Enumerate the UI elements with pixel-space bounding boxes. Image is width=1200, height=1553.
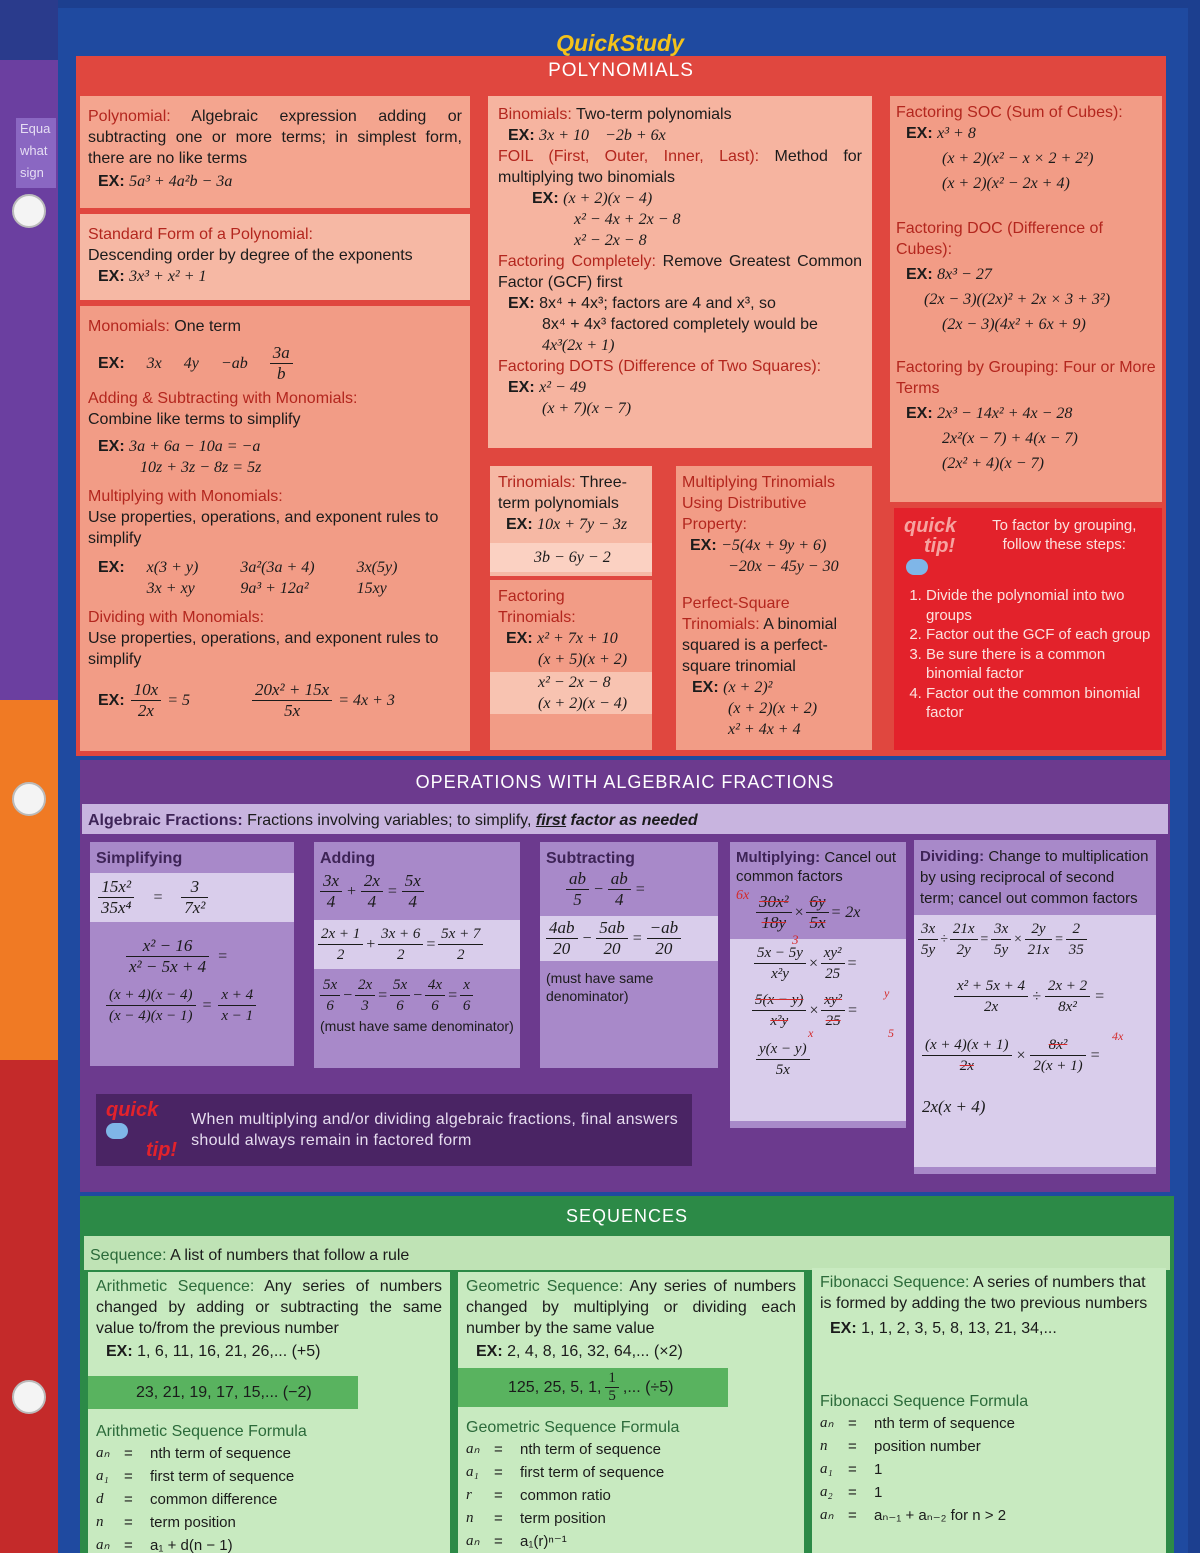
sequence-def: A list of numbers that follow a rule — [170, 1247, 410, 1264]
fraction: $\frac{2x}{4}$ — [361, 871, 383, 912]
formula-variable-row — [96, 1442, 442, 1465]
fraction: $\frac{2x + 1}{2}$ — [318, 924, 363, 965]
factoring-completely-line-2: 8x⁴ + 4x³ factored completely would be — [542, 316, 818, 333]
monomials-def: One term — [174, 318, 241, 335]
fraction: $\frac{5x}{6}$ — [320, 975, 340, 1016]
binder-strip-orange — [0, 700, 58, 1060]
factoring-trinomials-card — [490, 580, 652, 750]
perfect-square-line-1: (x + 2)² — [723, 679, 773, 696]
formula-variable-row — [96, 1511, 442, 1534]
variable-meaning: term position — [150, 1514, 236, 1531]
monomials-term: Monomials: — [88, 318, 170, 335]
variable-symbol: aₙ — [96, 1445, 110, 1461]
fraction: $\frac{\text{xy²}}{25}$ — [821, 990, 845, 1031]
variable-symbol: r — [466, 1487, 472, 1503]
variable-meaning: nth term of sequence — [874, 1415, 1015, 1432]
variable-symbol: a₁ — [820, 1461, 833, 1477]
geometric-variables — [466, 1438, 796, 1553]
geometric-formula-title: Geometric Sequence Formula — [466, 1419, 680, 1436]
adding-example-1: 3a + 6a − 10a = −a — [129, 438, 261, 455]
soc-line-3: (x + 2)(x² − 2x + 4) — [942, 175, 1070, 192]
equals-sign: = — [848, 1507, 857, 1524]
dividing-def: Change to multiplication by using reciprocal of second term; cancel out common factors — [920, 848, 1149, 907]
quick-tip-fractions — [96, 1094, 692, 1166]
tip-step: 3. Be sure there is a common binomial factor — [926, 645, 1152, 684]
divide-result-1: = 5 — [167, 692, 191, 709]
fraction: $\frac{5ab}{20}$ — [596, 918, 628, 959]
arithmetic-def: Any series of numbers changed by adding or subtracting the same value to/from the previous number — [96, 1278, 442, 1337]
monomial-example-2: 4y — [183, 355, 199, 372]
formula-variable-row — [466, 1530, 796, 1553]
fraction: $\frac{2x}{3}$ — [355, 975, 375, 1016]
ex-label: EX: — [508, 295, 535, 312]
ex-label: EX: — [106, 1343, 133, 1360]
standard-form-def: Descending order by degree of the exponents — [88, 247, 413, 264]
variable-meaning: a₁(r)ⁿ⁻¹ — [520, 1533, 567, 1550]
formula-variable-row — [820, 1504, 1158, 1527]
arithmetic-term: Arithmetic Sequence: — [96, 1278, 255, 1295]
foil-def: Method for multiplying two binomials — [498, 148, 862, 186]
multiply-example-2a: 3a²(3a + 4) — [240, 559, 315, 576]
fraction: $\frac{\text{xy²}}{25}$ — [821, 943, 845, 984]
monomial-example-3: −ab — [220, 355, 248, 372]
quick-tip-grouping — [894, 508, 1162, 750]
fraction: $\frac{ab}{4}$ — [608, 869, 631, 910]
polynomial-def: Algebraic expression adding or subtracting one or more terms; in simplest form, there are no like terms — [88, 108, 463, 167]
variable-meaning: position number — [874, 1438, 981, 1455]
dividing-result: 2x(x + 4) — [922, 1097, 986, 1116]
variable-symbol: aₙ — [96, 1537, 110, 1553]
same-denominator-note: (must have same denominator) — [546, 970, 654, 1004]
ex-label: EX: — [906, 405, 933, 422]
multiplying-term: Multiplying: — [736, 849, 821, 866]
divide-fraction-1: $\frac{10x}{2x}$ — [131, 680, 162, 721]
sequences-header: SEQUENCES — [565, 1206, 689, 1226]
speech-bubble-icon — [106, 1123, 128, 1139]
polynomial-card — [80, 96, 470, 208]
variable-symbol: n — [96, 1514, 104, 1530]
fraction: $\frac{5x - 5y}{\text{x²y}}$ — [754, 943, 806, 984]
fraction: $\frac{y(x - y)}{5x}$ — [756, 1039, 810, 1080]
arithmetic-variables — [96, 1442, 442, 1553]
perfect-square-line-3: x² + 4x + 4 — [728, 721, 801, 738]
fraction: $\frac{(x + 4)(x + 1)}{2x}$ — [922, 1035, 1012, 1076]
ex-label: EX: — [98, 438, 125, 455]
factoring-cubes-card — [890, 96, 1162, 502]
grouping-line-3: (2x² + 4)(x − 7) — [942, 455, 1044, 472]
dividing-monomials-term: Dividing with Monomials: — [88, 609, 265, 626]
trinomials-card — [490, 466, 652, 576]
fraction: $\frac{4ab}{20}$ — [546, 918, 578, 959]
formula-variable-row — [466, 1507, 796, 1530]
fraction: $\frac{3x}{5y}$ — [918, 919, 938, 960]
standard-form-card — [80, 214, 470, 300]
variable-symbol: a₂ — [820, 1484, 833, 1500]
algebraic-fractions-intro — [82, 804, 1168, 834]
fraction: $\frac{4x}{6}$ — [425, 975, 445, 1016]
ex-label: EX: — [906, 125, 933, 142]
same-denominator-note: (must have same denominator) — [320, 1018, 514, 1034]
multiply-result: = 2x — [830, 903, 861, 921]
adding-card: Adding $\frac{3x}{4}$ + $\frac{2x}{4}$ = $\frac{5x}{4}$ $\frac{2x + 1}{2}$ + $\frac{3x + 6}{2}$ = $\frac{5x + 7}{2}$ $\frac{5x}{6}$ − $\frac{2x}{3}$ = $\frac{5x}{6}$ − $\frac{4x}{6}$ = $\frac{x}{6}$ (must have same denominator) — [314, 842, 520, 1068]
factoring-trinomials-line-3: x² − 2x − 8 — [490, 672, 652, 693]
formula-variable-row — [466, 1461, 796, 1484]
quick-tip-intro: To factor by grouping, follow these steps: — [992, 517, 1137, 553]
trinomials-term: Trinomials: — [498, 474, 576, 491]
binder-hole — [12, 1380, 46, 1414]
side-partial-text: Equa what sign — [16, 118, 56, 188]
grouping-line-1: 2x³ − 14x² + 4x − 28 — [937, 405, 1073, 422]
standard-form-example: 3x³ + x² + 1 — [129, 268, 207, 285]
tip-step: 1. Divide the polynomial into two groups — [926, 586, 1152, 625]
factoring-completely-def: Remove Greatest Common Factor (GCF) first — [498, 253, 862, 291]
tip-step: 2. Factor out the GCF of each group — [926, 625, 1152, 645]
fraction: $\frac{5x + 7}{2}$ — [438, 924, 483, 965]
fibonacci-variables — [820, 1412, 1158, 1527]
arithmetic-example-2: 23, 21, 19, 17, 15,... (−2) — [88, 1376, 358, 1409]
equals-sign: = — [124, 1468, 133, 1485]
equals-sign: = — [152, 888, 164, 906]
binder-strip-top — [0, 0, 58, 60]
adding-monomials-term: Adding & Subtracting with Monomials: — [88, 390, 358, 407]
arithmetic-card — [88, 1272, 450, 1553]
variable-meaning: nth term of sequence — [520, 1441, 661, 1458]
sequence-intro — [84, 1236, 1170, 1270]
fraction: $\frac{ab}{5}$ — [566, 869, 589, 910]
binomials-example: 3x + 10 −2b + 6x — [539, 127, 666, 144]
fraction: $\frac{2}{35}$ — [1066, 919, 1087, 960]
multiplying-card: Multiplying: Cancel out common factors 6x $\frac{\text{30x²}}{18y}$ × $\frac{6y}{5x}$ = 2x 3 $\frac{5x - 5y}{\text{x²y}}$ × $\frac{\text{xy²}}{25}$ = $\frac{5(x - y)}{\text{x²y}}$ × $\frac{\text{xy²}}{25}$ = y x 5 $\frac{y(x - y)}{5x}$ — [730, 842, 906, 1128]
ex-label: EX: — [906, 266, 933, 283]
fraction: $\frac{\text{30x²}}{18y}$ — [756, 892, 792, 933]
cancel-annotation: 6x — [736, 888, 750, 903]
algebraic-fractions-def: Fractions involving variables; to simplify, — [247, 812, 532, 829]
factoring-trinomials-line-1: x² + 7x + 10 — [537, 630, 618, 647]
quick-tip-badge: quick tip! — [106, 1099, 178, 1161]
binder-hole — [12, 194, 46, 228]
soc-term: Factoring SOC (Sum of Cubes): — [896, 104, 1123, 121]
equals-sign: = — [124, 1537, 133, 1553]
multiplying-def: Cancel out common factors — [736, 849, 897, 885]
factor-emphasis: factor as needed — [570, 812, 698, 829]
variable-meaning: 1 — [874, 1461, 883, 1478]
binder-hole — [12, 782, 46, 816]
ex-label: EX: — [98, 355, 125, 372]
variable-symbol: a₁ — [96, 1468, 109, 1484]
multiplying-monomials-def: Use properties, operations, and exponent rules to simplify — [88, 509, 439, 547]
multiply-example-1a: x(3 + y) — [146, 559, 199, 576]
ex-label: EX: — [506, 516, 533, 533]
variable-meaning: first term of sequence — [520, 1464, 665, 1481]
variable-meaning: common difference — [150, 1491, 278, 1508]
grouping-term: Factoring by Grouping: Four or More Terms — [896, 359, 1156, 397]
polynomial-example: 5a³ + 4a²b − 3a — [129, 173, 233, 190]
fraction: $\frac{21x}{2y}$ — [950, 919, 978, 960]
fraction: $\frac{5x}{6}$ — [390, 975, 410, 1016]
divide-fraction-2: $\frac{\text{20x² + 15x}}{5x}$ — [252, 680, 332, 721]
fraction: $\frac{\text{x² − 16}}{\text{x² − 5x + 4}}$ — [126, 936, 209, 977]
binomials-def: Two-term polynomials — [575, 106, 732, 123]
fraction: $\frac{6y}{5x}$ — [806, 892, 828, 933]
quick-tip-badge: quick tip! — [904, 516, 969, 576]
variable-meaning: first term of sequence — [150, 1468, 295, 1485]
fraction: $\frac{\text{8x²}}{2(x + 1)}$ — [1030, 1035, 1085, 1076]
fraction: $\frac{\text{x² + 5x + 4}}{2x}$ — [954, 976, 1028, 1017]
divide-result-2: = 4x + 3 — [338, 692, 395, 709]
ex-label: EX: — [690, 537, 717, 554]
equals-sign: = — [848, 1461, 857, 1478]
factoring-completely-line-3: 4x³(2x + 1) — [542, 337, 615, 354]
speech-bubble-icon — [906, 559, 928, 575]
fraction: $\frac{x}{6}$ — [460, 975, 474, 1016]
variable-symbol: aₙ — [820, 1507, 834, 1523]
binder-strip-red — [0, 1060, 58, 1553]
simplifying-card: Simplifying $\frac{\text{15x²}}{\text{35x⁴}}$ = $\frac{3}{\text{7x²}}$ $\frac{\text{x² − 16}}{\text{x² − 5x + 4}}$ = $\frac{(x + 4)(x - 4)}{(x - 4)(x - 1)}$ = $\frac{x + 4}{x - 1}$ — [90, 842, 294, 1066]
formula-variable-row — [96, 1465, 442, 1488]
fraction: $\frac{\text{15x²}}{\text{35x⁴}}$ — [98, 877, 134, 918]
ex-label: EX: — [506, 630, 533, 647]
trinomials-example-1: 10x + 7y − 3z — [537, 516, 628, 533]
foil-line-2: x² − 4x + 2x − 8 — [574, 211, 681, 228]
adding-monomials-def: Combine like terms to simplify — [88, 411, 301, 428]
fraction: $\frac{1}{5}$ — [605, 1370, 619, 1405]
dividing-monomials-def: Use properties, operations, and exponent rules to simplify — [88, 630, 439, 668]
variable-meaning: a₁ + d(n − 1) — [150, 1537, 233, 1553]
geometric-term: Geometric Sequence: — [466, 1278, 624, 1295]
monomials-card — [80, 306, 470, 751]
multiplying-trinomials-line-2: −20x − 45y − 30 — [728, 558, 839, 575]
foil-term: FOIL (First, Outer, Inner, Last): — [498, 148, 760, 165]
adding-example-2: 10z + 3z − 8z = 5z — [140, 459, 262, 476]
geometric-def: Any series of numbers changed by multiplying or dividing each number by the same value — [466, 1278, 796, 1337]
ex-label: EX: — [830, 1320, 857, 1337]
monomial-example-1: 3x — [146, 355, 162, 372]
fibonacci-formula-title: Fibonacci Sequence Formula — [820, 1393, 1029, 1410]
fibonacci-card — [812, 1268, 1166, 1553]
variable-symbol: d — [96, 1491, 104, 1507]
algebraic-fractions-term: Algebraic Fractions: — [88, 812, 243, 829]
equals-sign: = — [494, 1441, 503, 1458]
cancel-annotation: y — [884, 986, 890, 1000]
variable-meaning: nth term of sequence — [150, 1445, 291, 1462]
variable-symbol: n — [466, 1510, 474, 1526]
equals-sign: = — [124, 1491, 133, 1508]
tip-step: 4. Factor out the common binomial factor — [926, 684, 1152, 723]
quick-tip-text: When multiplying and/or dividing algebraic fractions, final answers should always remain in factored form — [191, 1111, 679, 1149]
formula-variable-row — [820, 1412, 1158, 1435]
ex-label: EX: — [532, 190, 559, 207]
fraction: $\frac{5(x - y)}{\text{x²y}}$ — [752, 990, 806, 1031]
fibonacci-example-1: 1, 1, 2, 3, 5, 8, 13, 21, 34,... — [861, 1320, 1057, 1337]
formula-variable-row — [820, 1481, 1158, 1504]
monomial-fraction-example: $\frac{3a}{b}$ — [270, 343, 293, 384]
equals-sign: = — [848, 1415, 857, 1432]
fraction: $\frac{2x + 2}{\text{8x²}}$ — [1045, 976, 1090, 1017]
doc-line-2: (2x − 3)((2x)² + 2x × 3 + 3²) — [924, 291, 1111, 308]
doc-line-3: (2x − 3)(4x² + 6x + 9) — [942, 316, 1086, 333]
cancel-annotation: x — [808, 1026, 814, 1040]
soc-line-2: (x + 2)(x² − x × 2 + 2²) — [942, 150, 1094, 167]
multiplying-trinomials-line-1: −5(4x + 9y + 6) — [721, 537, 827, 554]
binomials-card — [488, 96, 872, 448]
variable-meaning: aₙ₋₁ + aₙ₋₂ for n > 2 — [874, 1507, 1007, 1524]
fraction: $\frac{2y}{21x}$ — [1025, 919, 1053, 960]
dots-term: Factoring DOTS (Difference of Two Squares): — [498, 358, 822, 375]
perfect-square-line-2: (x + 2)(x + 2) — [728, 700, 818, 717]
arithmetic-example-1: 1, 6, 11, 16, 21, 26,... (+5) — [137, 1343, 321, 1360]
sequence-term: Sequence: — [90, 1247, 167, 1264]
ex-label: EX: — [692, 679, 719, 696]
variable-symbol: a₁ — [466, 1464, 479, 1480]
geometric-example-2: 125, 25, 5, 1, $\frac{1}{5}$ ,... (÷5) — [458, 1368, 728, 1407]
fibonacci-def: A series of numbers that is formed by adding the two previous numbers — [820, 1274, 1148, 1312]
factoring-completely-line-1: 8x⁴ + 4x³; factors are 4 and x³, so — [539, 295, 776, 312]
multiplying-trinomials-card — [676, 466, 872, 750]
cancel-annotation: 5 — [888, 1026, 894, 1040]
equals-sign: = — [494, 1533, 503, 1550]
brand-logo: QuickStudy — [556, 30, 684, 56]
multiplying-trinomials-term: Multiplying Trinomials Using Distributive Property: — [682, 474, 835, 533]
fraction: $\frac{3}{\text{7x²}}$ — [181, 877, 208, 918]
equals-sign: = — [494, 1510, 503, 1527]
ex-label: EX: — [508, 379, 535, 396]
multiply-example-1b: 3x + xy — [146, 580, 195, 597]
multiply-example-2b: 9a³ + 12a² — [240, 580, 309, 597]
fractions-header: OPERATIONS WITH ALGEBRAIC FRACTIONS — [415, 772, 835, 792]
grouping-line-2: 2x²(x − 7) + 4(x − 7) — [942, 430, 1078, 447]
ex-label: EX: — [98, 559, 125, 576]
trinomials-example-2: 3b − 6y − 2 — [490, 543, 652, 572]
multiplying-monomials-term: Multiplying with Monomials: — [88, 488, 283, 505]
equals-sign: = — [494, 1464, 503, 1481]
factoring-trinomials-term: Factoring Trinomials: — [498, 588, 576, 626]
standard-form-term: Standard Form of a Polynomial: — [88, 226, 313, 243]
fibonacci-term: Fibonacci Sequence: — [820, 1274, 970, 1291]
formula-variable-row — [820, 1458, 1158, 1481]
formula-variable-row — [820, 1435, 1158, 1458]
equals-sign: = — [848, 1484, 857, 1501]
doc-term: Factoring DOC (Difference of Cubes): — [896, 220, 1103, 258]
equals-sign: = — [124, 1445, 133, 1462]
variable-symbol: n — [820, 1438, 828, 1454]
ex-label: EX: — [508, 127, 535, 144]
doc-line-1: 8x³ − 27 — [937, 266, 992, 283]
simplifying-title: Simplifying — [96, 850, 183, 867]
fraction: $\frac{-ab}{20}$ — [647, 918, 681, 959]
binomials-term: Binomials: — [498, 106, 572, 123]
perfect-square-def: A binomial squared is a perfect-square trinomial — [682, 616, 838, 675]
geometric-card — [458, 1272, 804, 1553]
arithmetic-formula-title: Arithmetic Sequence Formula — [96, 1423, 307, 1440]
factoring-trinomials-line-4: (x + 2)(x − 4) — [490, 693, 652, 714]
variable-meaning: common ratio — [520, 1487, 611, 1504]
polynomials-header: POLYNOMIALS — [548, 60, 694, 81]
ex-label: EX: — [98, 173, 125, 190]
multiply-example-3a: 3x(5y) — [356, 559, 398, 576]
adding-title: Adding — [320, 850, 376, 867]
subtracting-card: Subtracting $\frac{ab}{5}$ − $\frac{ab}{4}$ = $\frac{4ab}{20}$ − $\frac{5ab}{20}$ = $\frac{-ab}{20}$ (must have same denominator) — [540, 842, 718, 1068]
perfect-square-term: Perfect-Square Trinomials: — [682, 595, 790, 633]
variable-symbol: aₙ — [466, 1533, 480, 1549]
factoring-trinomials-line-2: (x + 5)(x + 2) — [538, 651, 628, 668]
fraction: $\frac{3x}{5y}$ — [991, 919, 1011, 960]
ex-label: EX: — [98, 268, 125, 285]
dots-line-1: x² − 49 — [539, 379, 586, 396]
fraction: $\frac{x + 4}{x - 1}$ — [218, 985, 256, 1026]
foil-line-3: x² − 2x − 8 — [574, 232, 647, 249]
variable-symbol: aₙ — [820, 1415, 834, 1431]
formula-variable-row — [96, 1488, 442, 1511]
cancel-annotation: 3 — [792, 932, 799, 947]
formula-variable-row — [466, 1484, 796, 1507]
fraction: $\frac{(x + 4)(x - 4)}{(x - 4)(x - 1)}$ — [106, 985, 196, 1026]
equals-sign: = — [848, 1438, 857, 1455]
subtracting-title: Subtracting — [546, 850, 635, 867]
dividing-term: Dividing: — [920, 848, 985, 865]
fraction: $\frac{3x + 6}{2}$ — [378, 924, 423, 965]
polynomial-term: Polynomial: — [88, 108, 171, 125]
multiply-example-3b: 15xy — [356, 580, 387, 597]
formula-variable-row — [466, 1438, 796, 1461]
ex-label: EX: — [476, 1343, 503, 1360]
ex-label: EX: — [98, 692, 125, 709]
fraction: $\frac{5x}{4}$ — [402, 871, 424, 912]
equals-sign: = — [124, 1514, 133, 1531]
fraction: $\frac{3x}{4}$ — [320, 871, 342, 912]
first-emphasis: first — [535, 812, 567, 829]
cancel-annotation: 4x — [1112, 1029, 1124, 1043]
formula-variable-row — [96, 1534, 442, 1553]
soc-line-1: x³ + 8 — [937, 125, 976, 142]
dividing-card: Dividing: Change to multiplication by using reciprocal of second term; cancel out common factors $\frac{3x}{5y}$ ÷ $\frac{21x}{2y}$ = $\frac{3x}{5y}$ × $\frac{2y}{21x}$ = $\frac{2}{35}$ $\frac{\text{x² + 5x + 4}}{2x}$ ÷ $\frac{2x + 2}{\text{8x²}}$ = $\frac{(x + 4)(x + 1)}{2x}$ × $\frac{\text{8x²}}{2(x + 1)}$ = 4x 2x(x + 4) — [914, 840, 1156, 1174]
dots-line-2: (x + 7)(x − 7) — [542, 400, 632, 417]
variable-meaning: term position — [520, 1510, 606, 1527]
foil-line-1: (x + 2)(x − 4) — [563, 190, 653, 207]
variable-symbol: aₙ — [466, 1441, 480, 1457]
geometric-example-1: 2, 4, 8, 16, 32, 64,... (×2) — [507, 1343, 683, 1360]
factoring-completely-term: Factoring Completely: — [498, 253, 656, 270]
equals-sign: = — [494, 1487, 503, 1504]
trinomials-def: Three-term polynomials — [498, 474, 627, 512]
variable-meaning: 1 — [874, 1484, 883, 1501]
